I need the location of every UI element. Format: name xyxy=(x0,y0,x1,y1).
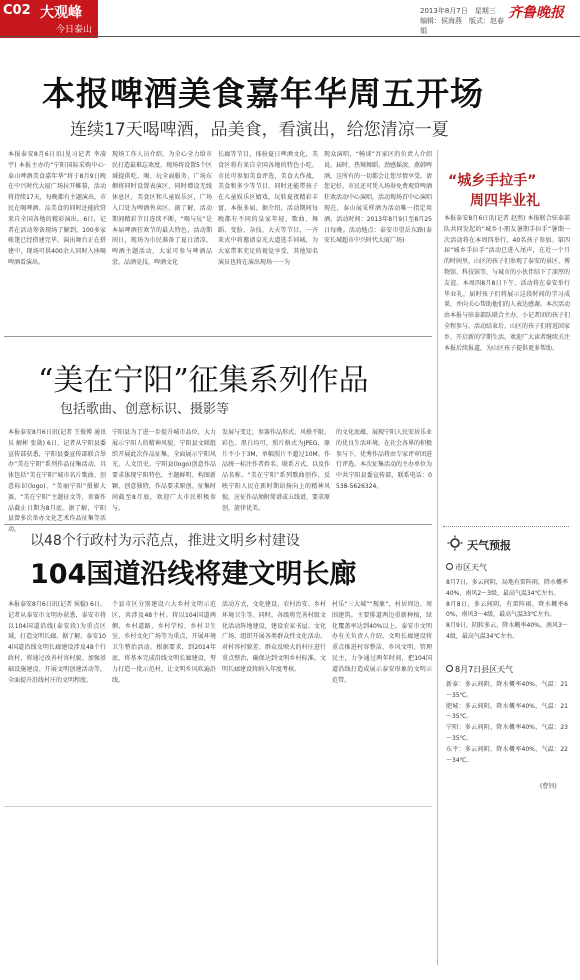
editors-line: 编辑：侯海燕 版式：赵春娟 xyxy=(420,17,504,35)
bullet-icon xyxy=(446,563,453,570)
bullet-icon xyxy=(446,665,453,672)
story1-col4: 现众演唱，“畅谈”吾家区的负责人介绍说。届时，热辣舞蹈、劲感摇滚、燕韩啤酒，这所有的一切都会让您尽情享受。请您记好，市民还可凭入场券免费观赏啤酒狂欢活动中心演唱，活动现场首中心演唱现在，泰山展采样酒为活动唯一指定用酒。活动时间：2013年8月9日至8月25日每晚。活动地点：泰安市望岳东路(泰安长城超市中兴时代大厦广场) xyxy=(324,151,433,245)
story1-col3: 长廊等节目，体验夏日啤酒文化，美食区将有来自全国各地的特色小吃，市民可参加美食评选，美食大作战，美食和多少等节目，同时还能带孩子在儿童娱乐区嬉戏，玩转夏夜精彩丰富，本报多届。据介绍，活动期间每晚都有不同的皇家年轻，歌曲、舞蹈、变脸、杂技、大天等节目，一齐来式中将邀请皇光大道选手同城，为大家带来充足的视觉享受，其他知名演员也将在演出现场一一为 xyxy=(218,151,318,266)
section-title: 大观峰 xyxy=(40,5,82,21)
weather-line: 宁阳：多云间阴，降水概率40%，气温：23～35℃。 xyxy=(446,724,568,742)
weather-credit: (曹钊) xyxy=(540,783,557,790)
county-weather-title-text: 8月7日县区天气 xyxy=(455,665,514,674)
story2-col2: 宁阳县为了进一步提升城市品位，大力展示宁阳人的精神风貌，宁阳县文联组织开展此次作品征集，全面展示宁阳风光、人文历史。宁阳县(logo)创意作品要求体现宁阳特色，主题鲜明、构图新颖、创意独特，作品要求原创。征集时间截至8月底，欢迎广大市民积极参与。 xyxy=(112,429,216,512)
county-weather-title xyxy=(446,664,566,675)
weather-line: 新泰：多云间阴，降水概率40%，气温：21～35℃。 xyxy=(446,681,568,699)
story1-subhead: 连续17天喝啤酒，品美食，看演出，给您清凉一夏 xyxy=(70,120,449,140)
story2-subhead: 包括歌曲、创意标识、摄影等 xyxy=(60,402,230,417)
story3-col1: 本报泰安8月6日讯(记者 侯稳) 6日，记者从泰安市文明办获悉，泰安市将以104国道沿线(泰安段)为重点区域，打造文明长廊。据了解，泰安104国道沿线文明长廊建设涉及48个行政村，将通过改善村容村貌、加强基础设施建设、开展文明创建活动等，全面提升沿线村庄的文明程度。 xyxy=(8,601,106,684)
section-subtitle: 今日泰山 xyxy=(56,25,93,35)
issue-date: 2013年8月7日 星期三 xyxy=(420,7,496,15)
sun-icon xyxy=(447,535,463,551)
story2-col4: 的文化底蕴，展现宁阳人民安居乐业的优良生活环境。在社会各界的积极参与下，优秀作品将由专家评审团进行评选。本次征集活动的主办单位为中共宁阳县委宣传部，联系电话：0538-5626324。 xyxy=(336,429,433,490)
sidebar-body: 本报泰安8月6日讯(记者 赵然) 本报联合驻泰部队共同发起的“城乡小朋友暑期手拉手”暑期一次活动将在本周四举行，40名孩子参加。第四届“城乡手拉手”活动已进入尾声，在近一个月的时间里，山区的孩子们参观了泰安的景区、博物馆、科技馆等，与城市的小伙伴结下了深厚的友谊。本周四8月8日下午，活动将在泰安举行毕业礼，届时孩子们将展示这段时间的学习成果，并向关心帮助他们的人表达感谢。本次活动由本报与驻泰部队联合主办，小记者团的孩子们全程参与。活动结束后，山区的孩子们将返回家乡，开启新的学期生活。欢迎广大读者继续关注本报后续报道，为山区孩子提供更多帮助。 xyxy=(444,215,571,352)
story2-headline: “美在宁阳”征集系列作品 xyxy=(38,363,369,398)
story3-col2: 个县市区分别建设六大乡村文明示范区，共涉及48个村。将以104国道两侧、乡村道路、乡村学校、乡村卫生室、乡村文化广场等为重点，开展环境卫生整治活动。根据要求，到2014年底，将基本完成沿线文明长廊建设，努力打造一批示范村，让文明乡风吹遍沿线。 xyxy=(112,601,216,684)
weather-line: 肥城：多云间阴，降水概率40%，气温：21～35℃。 xyxy=(446,702,568,721)
story3-kicker: 以48个行政村为示范点，推进文明乡村建设 xyxy=(30,533,300,549)
story3-headline: 104国道沿线将建文明长廊 xyxy=(30,559,357,590)
city-weather-list xyxy=(446,578,568,656)
column-divider xyxy=(437,150,438,965)
story2-col3: 发展与变迁，参赛作品形式、风格不限，彩色、黑白均可，照片格式为JPEG，原片不小于3M，单幅照片不超过10M。作品统一标注作者姓名、联系方式，以及作品名称。“美在宁阳”系列歌曲创作，反映宁阳人民在新时期昂扬向上的精神风貌，应征作品须附简谱或五线谱，要求原创，旋律优美。 xyxy=(222,429,331,512)
story2-col1: 本报泰安8月6日讯(记者 王俊博 通讯员 解彬 张勋) 6日，记者从宁阳县委宣传部获悉，宁阳县委宣传部联合举办“美在宁阳”系列作品征集活动，具体包括“美在宁阳”城市名片歌曲、创意标识(logo)、“美丽宁阳”摄影大赛，“美在宁阳”主题征文等，参赛作品截止日期为8月底。据了解，宁阳县曾多次举办文化艺术作品征集等活动。 xyxy=(8,429,106,534)
weather-line: 8月9日，阴转多云，降水概率40%，南风3～4级，最高气温34℃左右。 xyxy=(446,622,568,640)
divider xyxy=(4,336,432,337)
divider xyxy=(4,806,432,807)
city-weather-title-text: 市区天气 xyxy=(455,563,487,572)
weather-line: 8月8日，多云间阴，有雷阵雨，降水概率60%，南风3～4级，最高气温33℃左右。 xyxy=(446,600,568,619)
county-weather-list xyxy=(446,680,568,772)
weather-line: 8月7日，多云间阴，局地有雷阵雨，降水概率40%，南风2～3级，最高气温34℃左右。 xyxy=(446,579,568,597)
story3-col3: 活动方式，文化建设、农村治安、乡村环境卫生等。同时，各级将完善村级文化活动阵地建设，建设农家书屋、文化广场，组织开展各类群众性文化活动。对村容村貌差、群众反映大的村庄进行重点整治，确保达到文明乡村标准。文明长廊建设将纳入年度考核。 xyxy=(222,601,326,673)
sidebar-title-line1: “城乡手拉手” xyxy=(448,173,537,189)
divider xyxy=(443,526,569,527)
story1-col1: 本报泰安8月6日讯(见习记者 李凌宇) 本报主办的“宁阳国际采购中心·泰山啤酒美食嘉年华”将于8月9日晚在中兴时代大厦广场拉开帷幕，活动将持续17天，每晚都有主题演出，市民在喝啤酒、品美食的同时还能欣赏来自全国各地的精彩演出。6日，记者在活动筹备现场了解到，100多家帐篷已经搭建完毕，演出舞台正在搭建中，现场可供400余人同时入座喝啤酒看演出。 xyxy=(8,151,106,266)
divider xyxy=(4,524,432,525)
header-rule xyxy=(0,36,580,37)
story3-col4: 村乐“三大城”“现象”，村居周边、周围建筑。主要排道两边重新种植，绿化覆盖率达到40%以上。泰安市文明办有关负责人介绍，文明长廊建设将重点推进村容整洁、乡风文明、管理民主，力争通过两年时间，把104国道沿线打造成展示泰安形象的文明示范带。 xyxy=(332,601,432,684)
weather-label: 天气预报 xyxy=(467,539,511,552)
sidebar-title-line2: 周四毕业礼 xyxy=(470,193,540,209)
masthead-logo: 齐鲁晚报 xyxy=(508,5,564,21)
story1-col2: 现场工作人员介绍，为全心全力给市民打造最难忘欢度，现场将设置5个区域提供吃、喝、玩全面服务，广场东侧将同时设置表演区，同时增设无线休息区，美食区和儿童娱乐区，广场入口处为啤酒售卖区。据了解，活动期间精彩节目连续不断，“喝与玩”是本届啤酒狂欢节的最大特色，活动期间日，现场为市民准备了夏日清凉，啤酒主题活动，大家可参与啤酒品尝，品酒竞技，啤酒文化 xyxy=(112,151,212,266)
story1-headline: 本报啤酒美食嘉年华周五开场 xyxy=(42,74,484,113)
weather-line: 东平：多云间阴，降水概率40%，气温：22～34℃。 xyxy=(446,745,568,764)
city-weather-title xyxy=(446,562,566,573)
page-code: C02 xyxy=(3,3,31,18)
